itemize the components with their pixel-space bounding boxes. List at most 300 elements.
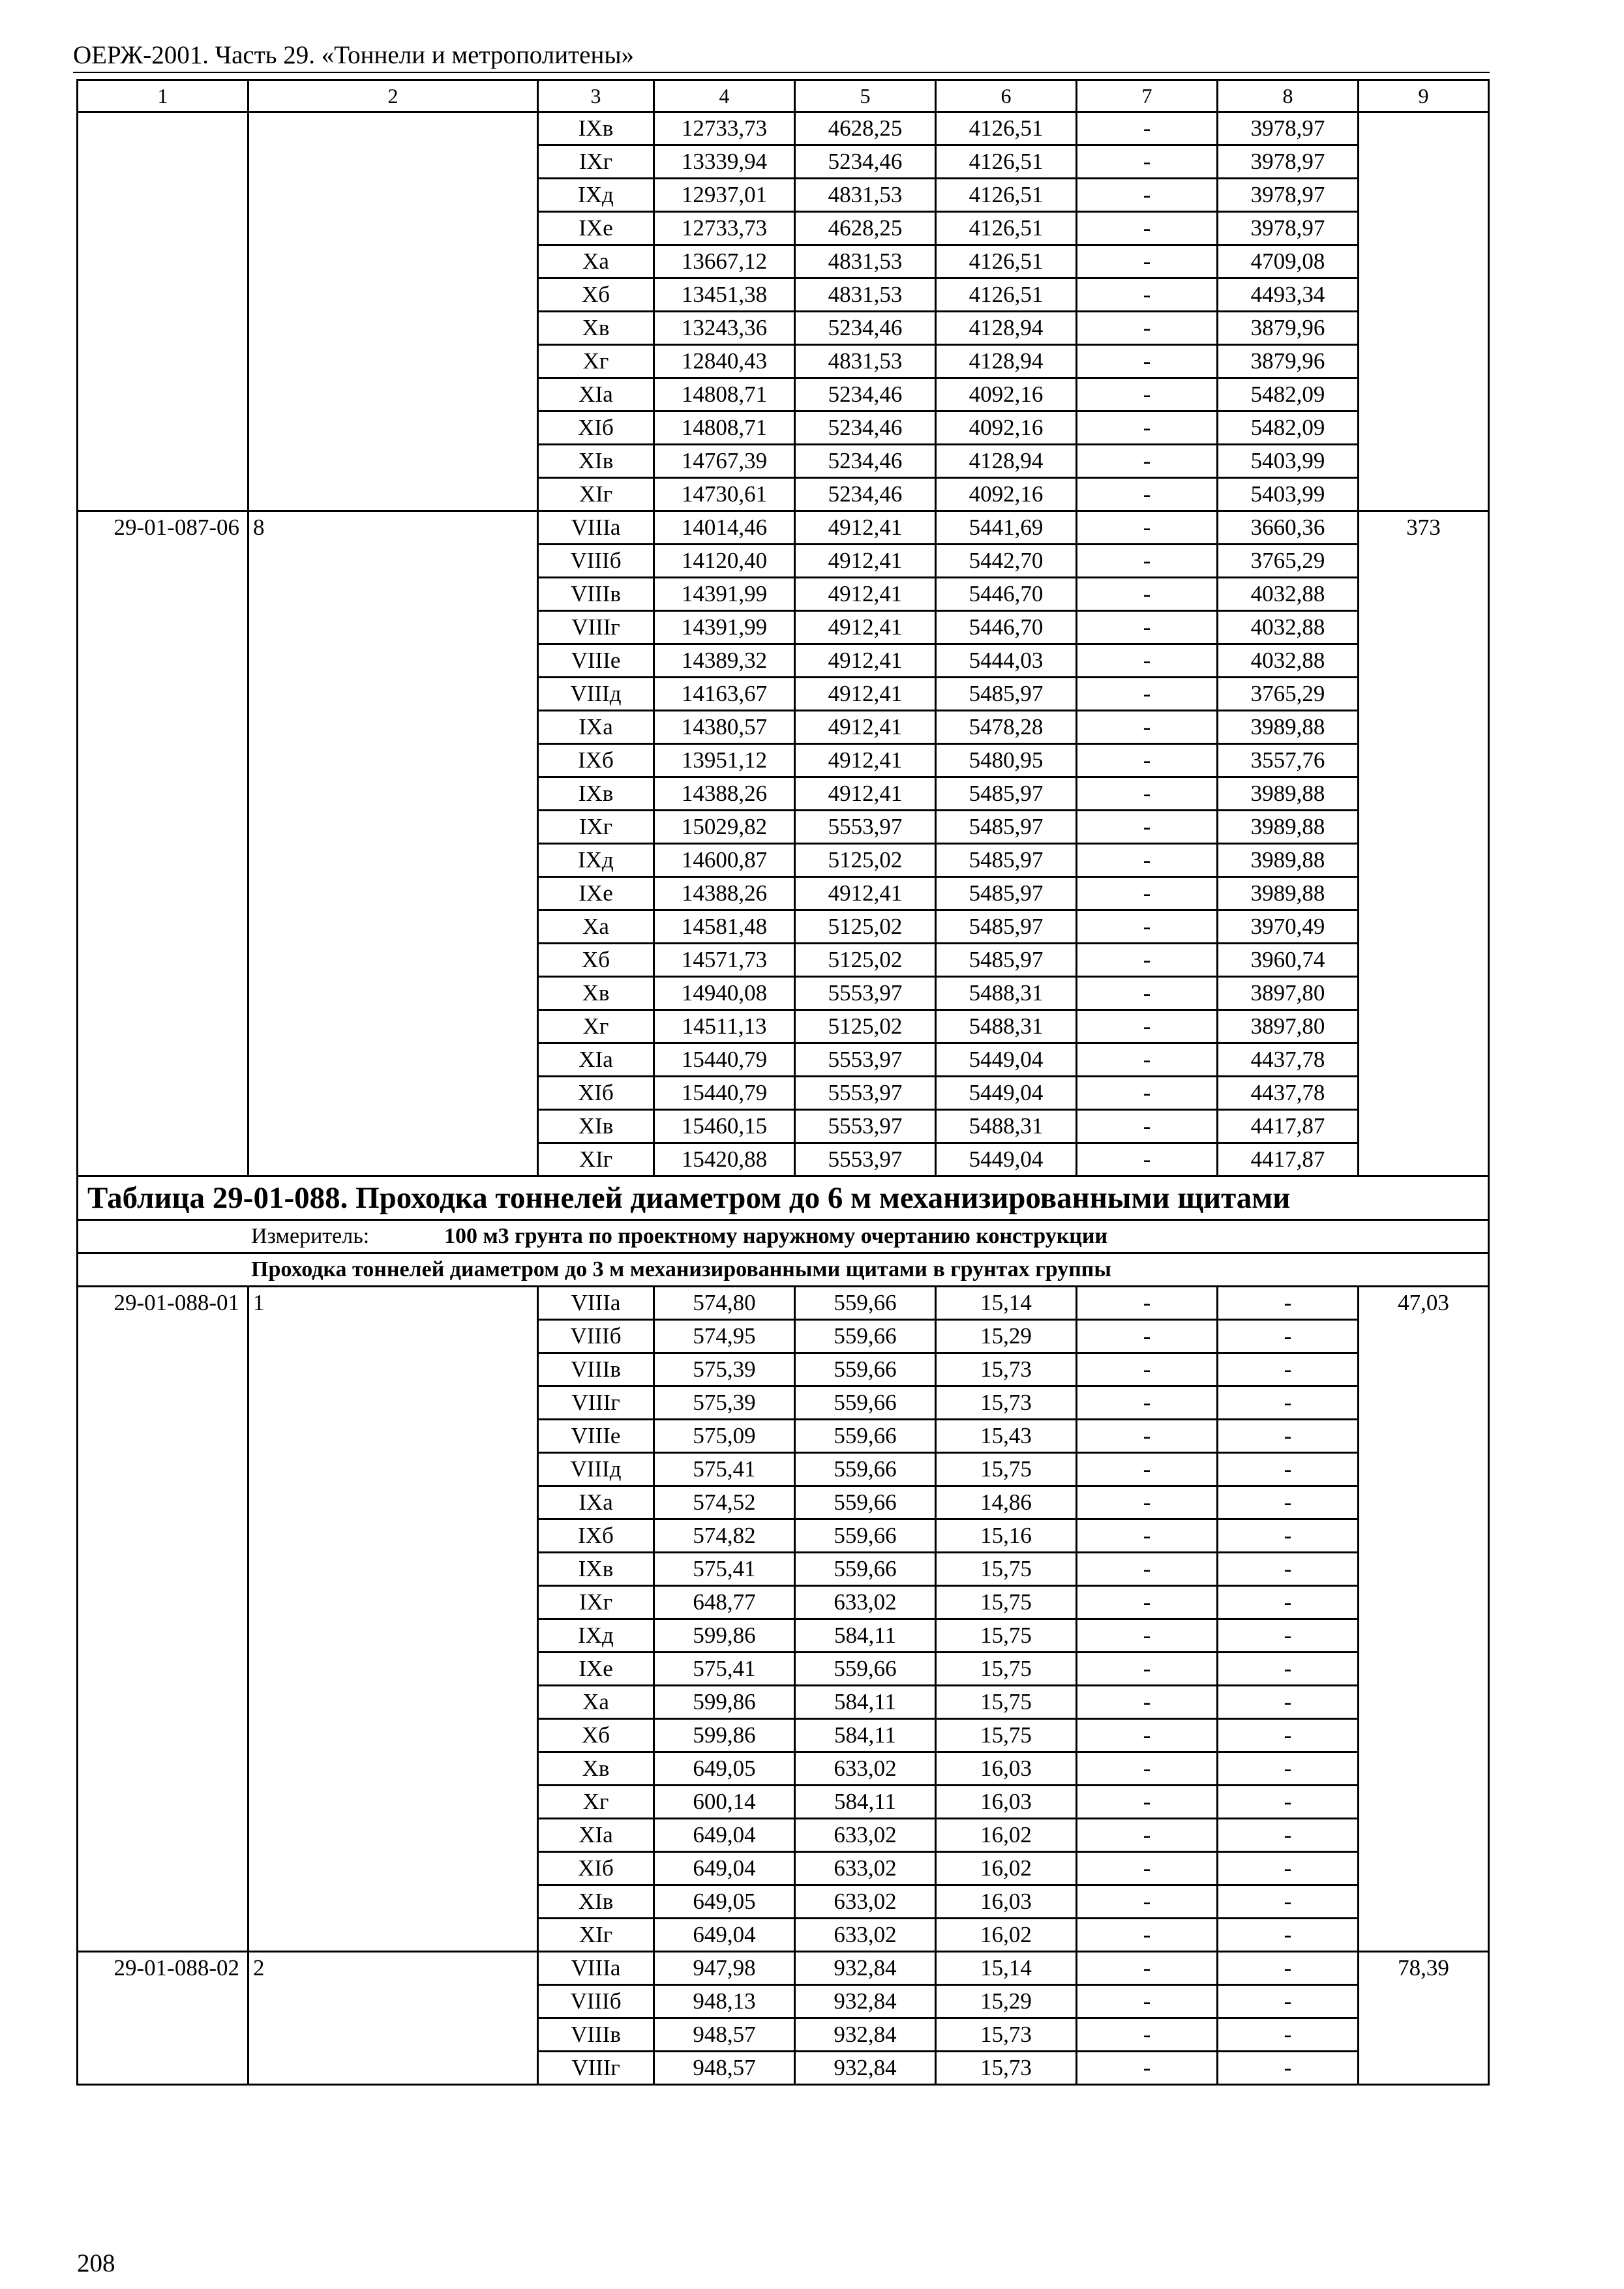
table-cell: 4628,25 xyxy=(795,212,936,245)
table-cell: 3978,97 xyxy=(1218,179,1359,212)
column-header: 1 xyxy=(78,80,248,112)
table-cell: 5485,97 xyxy=(936,678,1077,711)
table-cell: - xyxy=(1077,411,1218,445)
table-cell: - xyxy=(1077,977,1218,1010)
table-cell: IXе xyxy=(538,212,654,245)
table-cell: XIб xyxy=(538,411,654,445)
table-cell: VIIIд xyxy=(538,1453,654,1486)
table-cell: IXе xyxy=(538,877,654,910)
column-header: 7 xyxy=(1077,80,1218,112)
table-cell: - xyxy=(1077,212,1218,245)
table-cell: - xyxy=(1218,1453,1359,1486)
table-cell: 13451,38 xyxy=(654,278,795,312)
table-cell: 3557,76 xyxy=(1218,744,1359,777)
table-cell: 559,66 xyxy=(795,1553,936,1586)
table-cell: 4912,41 xyxy=(795,678,936,711)
page-header: ОЕРЖ-2001. Часть 29. «Тоннели и метрополитены» xyxy=(73,41,635,69)
table-cell: - xyxy=(1077,1320,1218,1353)
table-cell: - xyxy=(1218,1519,1359,1553)
table-cell: 932,84 xyxy=(795,2018,936,2052)
table-cell: 4912,41 xyxy=(795,744,936,777)
table-cell: Xв xyxy=(538,1752,654,1786)
table-cell: 5485,97 xyxy=(936,844,1077,877)
table-cell: Xв xyxy=(538,312,654,345)
table-cell: 14120,40 xyxy=(654,545,795,578)
table-cell: VIIIа xyxy=(538,1287,654,1320)
table-cell: 633,02 xyxy=(795,1752,936,1786)
table-cell: 5488,31 xyxy=(936,977,1077,1010)
table-cell: 15,75 xyxy=(936,1553,1077,1586)
table-cell: - xyxy=(1077,511,1218,545)
table-cell: 947,98 xyxy=(654,1952,795,1985)
table-cell: - xyxy=(1077,711,1218,744)
table-cell: 13339,94 xyxy=(654,145,795,179)
table-cell: 13951,12 xyxy=(654,744,795,777)
norm-param: 2 xyxy=(248,1952,538,2085)
table-cell: 4417,87 xyxy=(1218,1143,1359,1176)
table-cell: 5234,46 xyxy=(795,145,936,179)
table-cell: - xyxy=(1077,1653,1218,1686)
table-cell: 574,82 xyxy=(654,1519,795,1553)
table-cell: 3989,88 xyxy=(1218,711,1359,744)
column-header: 8 xyxy=(1218,80,1359,112)
table-cell: IXв xyxy=(538,1553,654,1586)
table-cell: 4831,53 xyxy=(795,245,936,278)
table-cell: 5553,97 xyxy=(795,977,936,1010)
table-cell: 15,73 xyxy=(936,2018,1077,2052)
table-cell: XIв xyxy=(538,445,654,478)
table-cell: 4126,51 xyxy=(936,278,1077,312)
table-cell: 3765,29 xyxy=(1218,678,1359,711)
table-cell: - xyxy=(1077,2018,1218,2052)
table-cell: 3989,88 xyxy=(1218,844,1359,877)
table-cell: 13243,36 xyxy=(654,312,795,345)
table-cell: VIIIг xyxy=(538,1386,654,1420)
table-cell: Xа xyxy=(538,1686,654,1719)
table-cell: 16,03 xyxy=(936,1786,1077,1819)
table-cell: 4092,16 xyxy=(936,378,1077,411)
table-cell: 5482,09 xyxy=(1218,411,1359,445)
table-cell: 14388,26 xyxy=(654,777,795,811)
table-cell: 559,66 xyxy=(795,1486,936,1519)
table-cell: 4912,41 xyxy=(795,578,936,611)
table-cell: - xyxy=(1218,1486,1359,1519)
table-cell: - xyxy=(1077,1553,1218,1586)
table-cell: - xyxy=(1218,1686,1359,1719)
norm-param: 8 xyxy=(248,511,538,1176)
table-cell: - xyxy=(1218,1586,1359,1619)
table-cell: 5449,04 xyxy=(936,1143,1077,1176)
table-cell: 4128,94 xyxy=(936,445,1077,478)
norm-param: 1 xyxy=(248,1287,538,1952)
table-cell: 4912,41 xyxy=(795,545,936,578)
table-cell: 16,03 xyxy=(936,1752,1077,1786)
table-cell: 15,73 xyxy=(936,1353,1077,1386)
table-cell: - xyxy=(1077,1852,1218,1885)
table-cell: 16,02 xyxy=(936,1852,1077,1885)
table-cell: 575,09 xyxy=(654,1420,795,1453)
table-cell: IXд xyxy=(538,844,654,877)
table-cell: - xyxy=(1077,1010,1218,1043)
table-cell: 649,04 xyxy=(654,1919,795,1952)
table-cell: 3960,74 xyxy=(1218,944,1359,977)
page-number: 208 xyxy=(77,2249,115,2277)
table-cell: 633,02 xyxy=(795,1852,936,1885)
table-cell: - xyxy=(1077,278,1218,312)
header-rule xyxy=(73,72,1490,73)
table-row xyxy=(78,1287,1489,1320)
norm-code xyxy=(78,112,248,511)
measure-label: Измеритель: xyxy=(251,1224,370,1248)
table-cell: XIб xyxy=(538,1852,654,1885)
table-cell: 15,75 xyxy=(936,1619,1077,1653)
table-cell: 584,11 xyxy=(795,1719,936,1752)
table-cell: 5478,28 xyxy=(936,711,1077,744)
table-cell: - xyxy=(1077,1985,1218,2018)
table-cell: Xб xyxy=(538,1719,654,1752)
table-cell: 5488,31 xyxy=(936,1110,1077,1143)
table-cell: 575,41 xyxy=(654,1553,795,1586)
table-cell: Xг xyxy=(538,1786,654,1819)
table-cell: - xyxy=(1077,112,1218,145)
table-cell: 14808,71 xyxy=(654,378,795,411)
column-header: 3 xyxy=(538,80,654,112)
table-cell: - xyxy=(1077,1386,1218,1420)
table-cell: 5234,46 xyxy=(795,378,936,411)
table-cell: 3978,97 xyxy=(1218,212,1359,245)
table-cell: 15,14 xyxy=(936,1952,1077,1985)
table-cell: 559,66 xyxy=(795,1453,936,1486)
table-cell: - xyxy=(1077,1077,1218,1110)
table-cell: Xб xyxy=(538,278,654,312)
table-cell: 5482,09 xyxy=(1218,378,1359,411)
table-cell: 5553,97 xyxy=(795,1077,936,1110)
table-cell: - xyxy=(1077,312,1218,345)
table-cell: XIб xyxy=(538,1077,654,1110)
table-cell: - xyxy=(1077,445,1218,478)
table-cell: 948,57 xyxy=(654,2018,795,2052)
table-cell: 4092,16 xyxy=(936,478,1077,511)
table-cell: - xyxy=(1077,777,1218,811)
table-cell: VIIIг xyxy=(538,2052,654,2085)
table-cell: 599,86 xyxy=(654,1686,795,1719)
table-cell: 3978,97 xyxy=(1218,112,1359,145)
table-cell: - xyxy=(1077,1619,1218,1653)
table-cell: 4437,78 xyxy=(1218,1077,1359,1110)
table-cell: - xyxy=(1077,844,1218,877)
table-cell: 3660,36 xyxy=(1218,511,1359,545)
table-cell: 4912,41 xyxy=(795,611,936,644)
table-cell: 5403,99 xyxy=(1218,445,1359,478)
table-cell: 4831,53 xyxy=(795,278,936,312)
table-cell: - xyxy=(1218,1786,1359,1819)
table-cell: 5441,69 xyxy=(936,511,1077,545)
table-cell: 14388,26 xyxy=(654,877,795,910)
table-cell: 4912,41 xyxy=(795,511,936,545)
table-cell: 3989,88 xyxy=(1218,811,1359,844)
table-cell: 5234,46 xyxy=(795,312,936,345)
table-cell: 584,11 xyxy=(795,1686,936,1719)
table-cell: - xyxy=(1218,1719,1359,1752)
column-header: 4 xyxy=(654,80,795,112)
table-cell: VIIIб xyxy=(538,545,654,578)
table-cell: 4126,51 xyxy=(936,245,1077,278)
table-cell: 12733,73 xyxy=(654,212,795,245)
column-header-row xyxy=(78,80,1489,112)
table-cell: 559,66 xyxy=(795,1386,936,1420)
table-cell: - xyxy=(1077,1819,1218,1852)
table-cell: 649,05 xyxy=(654,1885,795,1919)
table-cell: IXб xyxy=(538,744,654,777)
table-cell: - xyxy=(1218,1752,1359,1786)
table-cell: - xyxy=(1218,1919,1359,1952)
table-cell: VIIIг xyxy=(538,611,654,644)
table-cell: 633,02 xyxy=(795,1819,936,1852)
table-cell: 16,02 xyxy=(936,1819,1077,1852)
table-cell: VIIIа xyxy=(538,1952,654,1985)
table-cell: XIг xyxy=(538,1919,654,1952)
table-cell: - xyxy=(1077,611,1218,644)
table-cell: 648,77 xyxy=(654,1586,795,1619)
table-cell: - xyxy=(1077,345,1218,378)
table-cell: 5444,03 xyxy=(936,644,1077,678)
table-cell: 633,02 xyxy=(795,1885,936,1919)
table-cell: IXа xyxy=(538,711,654,744)
table-cell: - xyxy=(1077,944,1218,977)
table-cell: 649,04 xyxy=(654,1852,795,1885)
table-cell: 4032,88 xyxy=(1218,644,1359,678)
table-cell: 15440,79 xyxy=(654,1043,795,1077)
table-cell: 3897,80 xyxy=(1218,977,1359,1010)
table-cell: 3989,88 xyxy=(1218,777,1359,811)
table-cell: IXв xyxy=(538,112,654,145)
table-cell: 4912,41 xyxy=(795,877,936,910)
table-cell: 15,16 xyxy=(936,1519,1077,1553)
table-cell: 5485,97 xyxy=(936,910,1077,944)
table-cell: 16,03 xyxy=(936,1885,1077,1919)
table-cell: 5553,97 xyxy=(795,1143,936,1176)
table-cell: - xyxy=(1077,2052,1218,2085)
table-cell: VIIIб xyxy=(538,1985,654,2018)
table-cell: 4128,94 xyxy=(936,345,1077,378)
table-cell: 14730,61 xyxy=(654,478,795,511)
table-cell: 4032,88 xyxy=(1218,578,1359,611)
table-cell: 15,43 xyxy=(936,1420,1077,1453)
table-cell: XIа xyxy=(538,1043,654,1077)
table-cell: VIIIв xyxy=(538,1353,654,1386)
table-cell: 932,84 xyxy=(795,2052,936,2085)
table-cell: - xyxy=(1218,1653,1359,1686)
table-cell: 3989,88 xyxy=(1218,877,1359,910)
table-cell: VIIIв xyxy=(538,578,654,611)
table-cell: IXа xyxy=(538,1486,654,1519)
table-cell: 559,66 xyxy=(795,1287,936,1320)
table-cell: - xyxy=(1077,578,1218,611)
table-cell: - xyxy=(1077,910,1218,944)
table-cell: - xyxy=(1077,1287,1218,1320)
table-cell: 13667,12 xyxy=(654,245,795,278)
norm-total: 78,39 xyxy=(1359,1952,1489,2085)
table-cell: 5442,70 xyxy=(936,545,1077,578)
table-cell: 5125,02 xyxy=(795,910,936,944)
table-cell: IXв xyxy=(538,777,654,811)
table-cell: 14391,99 xyxy=(654,611,795,644)
table-cell: 14389,32 xyxy=(654,644,795,678)
table-cell: Xг xyxy=(538,1010,654,1043)
table-cell: 5234,46 xyxy=(795,411,936,445)
table-cell: 15029,82 xyxy=(654,811,795,844)
table-cell: 649,04 xyxy=(654,1819,795,1852)
table-cell: 575,39 xyxy=(654,1386,795,1420)
table-cell: 12840,43 xyxy=(654,345,795,378)
table-cell: - xyxy=(1077,1353,1218,1386)
table-cell: XIг xyxy=(538,1143,654,1176)
table-cell: 3765,29 xyxy=(1218,545,1359,578)
table-cell: - xyxy=(1218,2052,1359,2085)
table-cell: - xyxy=(1077,179,1218,212)
table-cell: 15,75 xyxy=(936,1719,1077,1752)
table-cell: 584,11 xyxy=(795,1786,936,1819)
table-cell: 15,73 xyxy=(936,1386,1077,1420)
table-cell: 4126,51 xyxy=(936,212,1077,245)
table-cell: - xyxy=(1077,1143,1218,1176)
table-cell: 5449,04 xyxy=(936,1043,1077,1077)
table-cell: 3879,96 xyxy=(1218,312,1359,345)
table-cell: Xг xyxy=(538,345,654,378)
table-cell: VIIIд xyxy=(538,678,654,711)
table-cell: 559,66 xyxy=(795,1353,936,1386)
table-cell: 559,66 xyxy=(795,1653,936,1686)
table-cell: - xyxy=(1077,811,1218,844)
table-cell: 3897,80 xyxy=(1218,1010,1359,1043)
table-cell: 15,75 xyxy=(936,1653,1077,1686)
table-cell: 575,39 xyxy=(654,1353,795,1386)
table-cell: XIв xyxy=(538,1110,654,1143)
table-cell: 4417,87 xyxy=(1218,1110,1359,1143)
table-cell: 559,66 xyxy=(795,1320,936,1353)
table-cell: 3978,97 xyxy=(1218,145,1359,179)
table-cell: 932,84 xyxy=(795,1952,936,1985)
table-cell: - xyxy=(1077,1586,1218,1619)
table-cell: 14767,39 xyxy=(654,445,795,478)
table-cell: - xyxy=(1077,877,1218,910)
column-header: 6 xyxy=(936,80,1077,112)
table-cell: - xyxy=(1077,1686,1218,1719)
table-cell: 5403,99 xyxy=(1218,478,1359,511)
table-cell: Xа xyxy=(538,245,654,278)
table-cell: 5553,97 xyxy=(795,1110,936,1143)
table-cell: 4126,51 xyxy=(936,112,1077,145)
norm-code: 29-01-088-02 xyxy=(78,1952,248,2085)
table-cell: 15,29 xyxy=(936,1320,1077,1353)
column-header: 2 xyxy=(248,80,538,112)
column-header: 9 xyxy=(1359,80,1489,112)
table-cell: 5485,97 xyxy=(936,944,1077,977)
table-cell: IXе xyxy=(538,1653,654,1686)
table-cell: - xyxy=(1077,378,1218,411)
table-cell: - xyxy=(1077,1519,1218,1553)
table-cell: 574,52 xyxy=(654,1486,795,1519)
table-cell: 15460,15 xyxy=(654,1110,795,1143)
table-cell: 15,75 xyxy=(936,1586,1077,1619)
norms-table xyxy=(76,79,1490,2086)
column-header: 5 xyxy=(795,80,936,112)
table-cell: - xyxy=(1218,1287,1359,1320)
table-cell: IXд xyxy=(538,179,654,212)
table-cell: - xyxy=(1077,644,1218,678)
table-cell: 559,66 xyxy=(795,1420,936,1453)
norm-total xyxy=(1359,112,1489,511)
table-cell: - xyxy=(1077,1043,1218,1077)
norm-total: 373 xyxy=(1359,511,1489,1176)
table-cell: 14,86 xyxy=(936,1486,1077,1519)
table-cell: XIа xyxy=(538,378,654,411)
table-cell: - xyxy=(1077,1752,1218,1786)
table-cell: - xyxy=(1218,1353,1359,1386)
table-cell: - xyxy=(1077,678,1218,711)
table-cell: 599,86 xyxy=(654,1619,795,1653)
table-cell: 575,41 xyxy=(654,1653,795,1686)
table-cell: - xyxy=(1077,145,1218,179)
table-cell: Xб xyxy=(538,944,654,977)
table-cell: - xyxy=(1218,1420,1359,1453)
table-cell: 5125,02 xyxy=(795,944,936,977)
table-row xyxy=(78,112,1489,145)
table-cell: 559,66 xyxy=(795,1519,936,1553)
table-cell: 14571,73 xyxy=(654,944,795,977)
table-cell: 15,75 xyxy=(936,1686,1077,1719)
table-cell: 4831,53 xyxy=(795,345,936,378)
table-cell: - xyxy=(1077,1486,1218,1519)
table-cell: 14014,46 xyxy=(654,511,795,545)
table-cell: - xyxy=(1077,1885,1218,1919)
table-cell: - xyxy=(1077,478,1218,511)
table-cell: - xyxy=(1077,1110,1218,1143)
table-cell: 15,29 xyxy=(936,1985,1077,2018)
table-cell: - xyxy=(1218,1386,1359,1420)
table-cell: VIIIе xyxy=(538,644,654,678)
table-cell: 14808,71 xyxy=(654,411,795,445)
table-cell: - xyxy=(1077,744,1218,777)
table-cell: - xyxy=(1218,1553,1359,1586)
table-cell: - xyxy=(1218,1985,1359,2018)
table-cell: 4437,78 xyxy=(1218,1043,1359,1077)
table-cell: 4126,51 xyxy=(936,179,1077,212)
table-cell: IXб xyxy=(538,1519,654,1553)
table-cell: - xyxy=(1077,245,1218,278)
table-cell: XIа xyxy=(538,1819,654,1852)
table-cell: 5125,02 xyxy=(795,844,936,877)
table-cell: XIв xyxy=(538,1885,654,1919)
table-cell: 4628,25 xyxy=(795,112,936,145)
table-cell: - xyxy=(1077,1420,1218,1453)
table-row xyxy=(78,511,1489,545)
table-cell: 14163,67 xyxy=(654,678,795,711)
table-cell: 4912,41 xyxy=(795,644,936,678)
table-cell: 633,02 xyxy=(795,1919,936,1952)
table-cell: IXг xyxy=(538,1586,654,1619)
table-cell: 574,80 xyxy=(654,1287,795,1320)
table-cell: 14581,48 xyxy=(654,910,795,944)
table-cell: 4128,94 xyxy=(936,312,1077,345)
table-cell: 15,14 xyxy=(936,1287,1077,1320)
table-cell: - xyxy=(1077,1919,1218,1952)
table-cell: 5553,97 xyxy=(795,811,936,844)
table-cell: 4092,16 xyxy=(936,411,1077,445)
table-cell: 599,86 xyxy=(654,1719,795,1752)
table-cell: 584,11 xyxy=(795,1619,936,1653)
table-cell: XIг xyxy=(538,478,654,511)
